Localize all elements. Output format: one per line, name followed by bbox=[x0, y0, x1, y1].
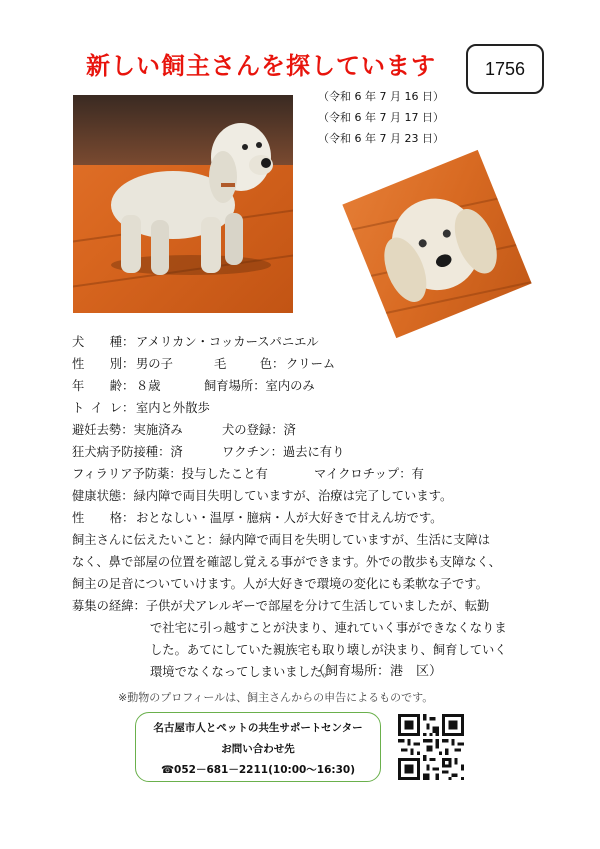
sex-value: 男の子 bbox=[136, 357, 173, 371]
housing-value: 室内のみ bbox=[265, 379, 315, 393]
neuter-value: 実施済み bbox=[133, 423, 183, 437]
age-housing-row: 年 齢： ８歳 飼育場所：室内のみ bbox=[72, 375, 452, 397]
registration-label: 犬の登録 bbox=[222, 423, 272, 437]
recruitment-reason bbox=[72, 595, 542, 683]
coat-value: クリーム bbox=[286, 357, 336, 371]
disclaimer-note: ※動物のプロフィールは、飼主さんからの申告によるものです。 bbox=[118, 691, 434, 704]
id-number-badge: 1756 bbox=[466, 44, 544, 94]
reason-line: 子供が犬アレルギーで部屋を分けて生活していましたが、転勤 bbox=[145, 599, 490, 613]
reason-line: で社宅に引っ越すことが決まり、連れていく事ができなくなりま bbox=[150, 621, 507, 635]
sex-label: 性 別 bbox=[72, 357, 122, 371]
microchip-value: 有 bbox=[411, 467, 424, 481]
date-line: （令和 6 年 7 月 16 日） bbox=[318, 90, 444, 103]
personality-value: おとなしい・温厚・臆病・人が大好きで甘えん坊です。 bbox=[136, 511, 443, 525]
dog-photo-face bbox=[346, 156, 526, 332]
rabies-value: 済 bbox=[170, 445, 183, 459]
profile-info bbox=[72, 331, 452, 529]
registration-value: 済 bbox=[283, 423, 296, 437]
owner-message bbox=[72, 529, 542, 595]
microchip-label: マイクロチップ bbox=[314, 467, 400, 481]
reason-label: 募集の経緯： bbox=[72, 599, 146, 613]
breed-value: アメリカン・コッカースパニエル bbox=[136, 335, 319, 349]
reason-line: した。あてにしていた親族宅も取り壊しが決まり、飼育していく bbox=[150, 643, 507, 657]
message-line: なく、鼻で部屋の位置を確認し覚える事ができます。外での散歩も支障なく、 bbox=[72, 555, 501, 569]
posting-dates bbox=[318, 86, 444, 149]
date-line: （令和 6 年 7 月 17 日） bbox=[318, 111, 444, 124]
rabies-label: 狂犬病予防接種 bbox=[72, 445, 159, 459]
qr-code-icon[interactable] bbox=[398, 714, 464, 780]
phone-number[interactable]: ☎052－681－2211(10:00～16:30) bbox=[160, 764, 356, 776]
filaria-label: フィラリア予防薬 bbox=[72, 467, 170, 481]
neuter-label: 避妊去勢 bbox=[72, 423, 122, 437]
personality-label: 性 格 bbox=[72, 511, 122, 525]
health-row: 健康状態：緑内障で両目失明していますが、治療は完了しています。 bbox=[72, 489, 453, 503]
date-line: （令和 6 年 7 月 23 日） bbox=[318, 132, 444, 145]
vaccine-value: 過去に有り bbox=[282, 445, 345, 459]
organization-name: 名古屋市人とペットの共生サポートセンター bbox=[153, 722, 363, 734]
filaria-row: フィラリア予防薬：投与したこと有 マイクロチップ：有 bbox=[72, 467, 424, 481]
toilet-row: トイレ： 室内と外散歩 bbox=[72, 397, 452, 419]
health-value: 緑内障で両目失明していますが、治療は完了しています。 bbox=[133, 489, 453, 503]
rabies-row: 狂犬病予防接種：済 ワクチン：過去に有り bbox=[72, 445, 345, 459]
breed-label: 犬 種 bbox=[72, 335, 122, 349]
health-label: 健康状態 bbox=[72, 489, 122, 503]
age-label: 年 齢 bbox=[72, 379, 122, 393]
message-line: 飼主の足音についていけます。人が大好きで環境の変化にも柔軟な子です。 bbox=[72, 577, 488, 591]
toilet-label: トイレ bbox=[72, 401, 122, 415]
message-line: 飼主さんに伝えたいこと：緑内障で両目を失明していますが、生活に支障は bbox=[72, 533, 491, 547]
contact-box bbox=[135, 712, 381, 782]
housing-label: 飼育場所 bbox=[204, 379, 254, 393]
housing-location: （飼育場所：港 区） bbox=[312, 664, 443, 679]
vaccine-label: ワクチン bbox=[222, 445, 271, 459]
personality-row: 性 格： おとなしい・温厚・臆病・人が大好きで甘えん坊です。 bbox=[72, 507, 452, 529]
reason-line: 環境でなくなってしまいました。 bbox=[150, 665, 335, 679]
breed-row: 犬 種： アメリカン・コッカースパニエル bbox=[72, 331, 452, 353]
age-value: ８歳 bbox=[136, 379, 161, 393]
coat-label: 毛 色 bbox=[214, 357, 272, 371]
page-title: 新しい飼主さんを探しています bbox=[86, 52, 436, 80]
filaria-value: 投与したこと有 bbox=[181, 467, 268, 481]
sex-coat-row: 性 別： 男の子 毛 色： クリーム bbox=[72, 353, 452, 375]
dog-photo-standing bbox=[73, 95, 293, 313]
toilet-value: 室内と外散歩 bbox=[136, 401, 210, 415]
inquiry-label: お問い合わせ先 bbox=[221, 743, 295, 755]
neuter-row: 避妊去勢：実施済み 犬の登録：済 bbox=[72, 423, 296, 437]
